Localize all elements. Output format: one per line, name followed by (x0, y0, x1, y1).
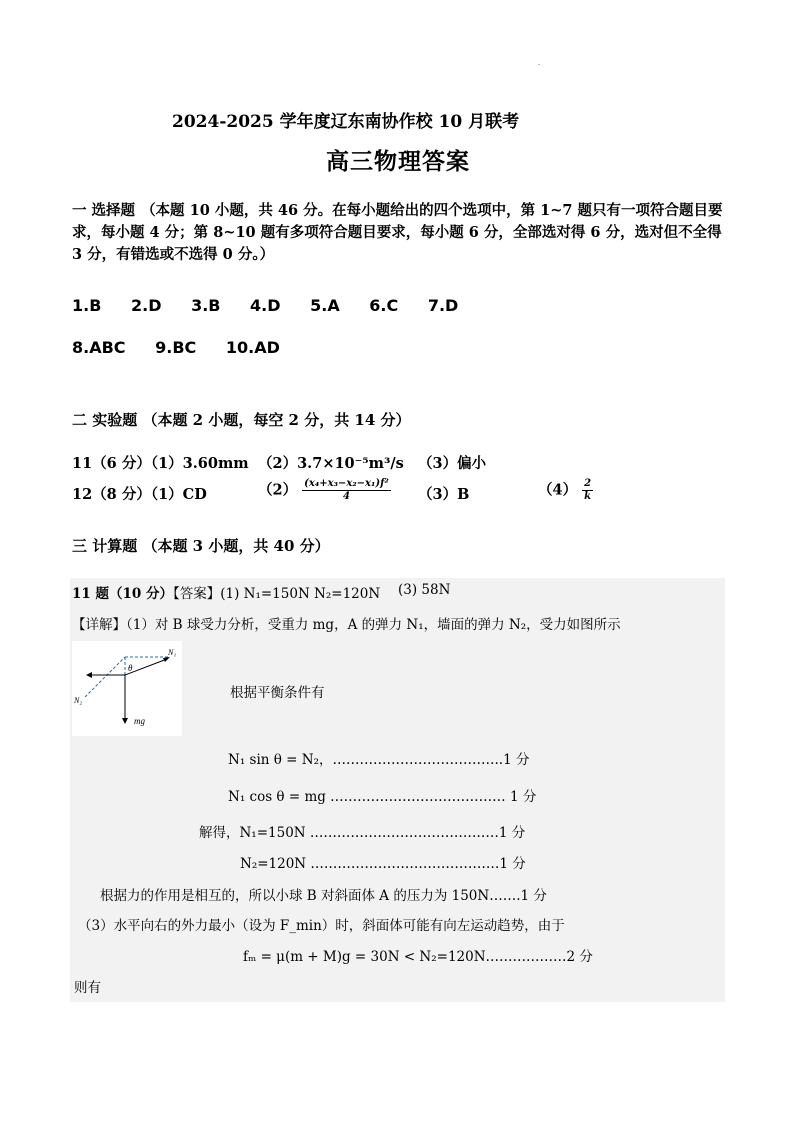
force-diagram-svg (72, 641, 182, 736)
answer-item: 2.D (130, 296, 162, 315)
exam-header: 2024-2025 学年度辽东南协作校 10 月联考 (172, 112, 520, 132)
label-theta: θ (128, 663, 133, 673)
answer-item: 7.D (427, 296, 459, 315)
fraction (582, 478, 593, 503)
n1-arrowhead (163, 657, 170, 662)
answer-item: 8.ABC (72, 338, 126, 357)
scan-dot (538, 64, 540, 65)
answer-part3: (3) 58N (398, 582, 451, 598)
n2-arrowhead (86, 672, 92, 678)
q12-part2-label: （2） (258, 481, 298, 499)
answer-item: 6.C (369, 296, 399, 315)
q12-part3: （3）B (418, 486, 470, 503)
q11-part2: （2）3.7×10⁻⁵m³/s (258, 455, 404, 472)
equation-4: N₂=120N ……………………………………1 分 (240, 856, 526, 872)
fraction-numerator: (x₄+x₃−x₂−x₁)f² (304, 478, 389, 489)
equation-1: N₁ sin θ = N₂，………………………………..1 分 (228, 752, 530, 768)
part3-text: （3）水平向右的外力最小（设为 F_min）时，斜面体可能有向左运动趋势，由于 (78, 918, 565, 934)
answers-row-1 (72, 296, 482, 315)
equation-3: 解得，N₁=150N ……………………………………1 分 (199, 825, 526, 841)
page-title: 高三物理答案 (326, 148, 470, 175)
label-n1: N₁ (168, 648, 177, 657)
q11-head: 11（6 分）（1）3.60mm (72, 455, 249, 472)
answer-item: 9.BC (155, 338, 197, 357)
q12-head: 12（8 分）（1）CD (72, 486, 207, 503)
answer-item: 10.AD (225, 338, 280, 357)
question-title: 11 题（10 分） (72, 586, 173, 602)
answer-tag: 【答案】 (172, 586, 221, 602)
answer-item: 1.B (72, 296, 102, 315)
fraction-numerator: 2 (584, 478, 592, 489)
section1-description: （本题 10 小题，共 46 分。在每小题给出的四个选项中，第 1~7 题只有一项符合题目要求，每小题 4 分；第 8~10 题有多项符合题目要求，每小题 6 分，全部选对得 6 分，选对但不全得 3 分，有错选或不选得 0 分。） (72, 202, 723, 263)
answer-item: 3.B (191, 296, 221, 315)
mg-arrowhead (122, 718, 128, 724)
friction-equation: fₘ = μ(m + M)g = 30N < N₂=120N………………2 分 (243, 949, 593, 965)
then-text: 则有 (74, 980, 101, 996)
newton-third-law: 根据力的作用是相互的，所以小球 B 对斜面体 A 的压力为 150N…….1 分 (100, 888, 547, 904)
label-mg: mg (134, 716, 145, 726)
balance-text: 根据平衡条件有 (230, 685, 325, 701)
section2-label: 二 实验题 （本题 2 小题，每空 2 分，共 14 分） (72, 411, 411, 429)
section1-label: 一 选择题 (72, 202, 136, 219)
label-n2: N₂ (74, 696, 83, 705)
answer-parts: (1) N₁=150N N₂=120N (220, 586, 381, 602)
q12-part4-label: （4） (538, 481, 578, 499)
q11-part3: （3）偏小 (418, 455, 487, 472)
fraction-denominator: 4 (343, 491, 350, 502)
answers-row-2 (72, 338, 304, 357)
q12-part2 (258, 478, 391, 503)
answer-item: 4.D (250, 296, 281, 315)
section1-instructions (72, 200, 727, 266)
fraction-denominator: k (584, 491, 592, 502)
equation-2: N₁ cos θ = mg ………………………………… 1 分 (228, 789, 537, 805)
section3-label: 三 计算题 （本题 3 小题，共 40 分） (72, 537, 330, 555)
q-title-line (72, 582, 380, 602)
q12-part4 (538, 478, 593, 503)
answer-item: 5.A (310, 296, 340, 315)
fraction (302, 478, 391, 503)
detail-text: 【详解】（1）对 B 球受力分析，受重力 mg，A 的弹力 N₁，墙面的弹力 N₂，受力如图所示 (72, 617, 621, 633)
force-diagram (72, 641, 182, 736)
